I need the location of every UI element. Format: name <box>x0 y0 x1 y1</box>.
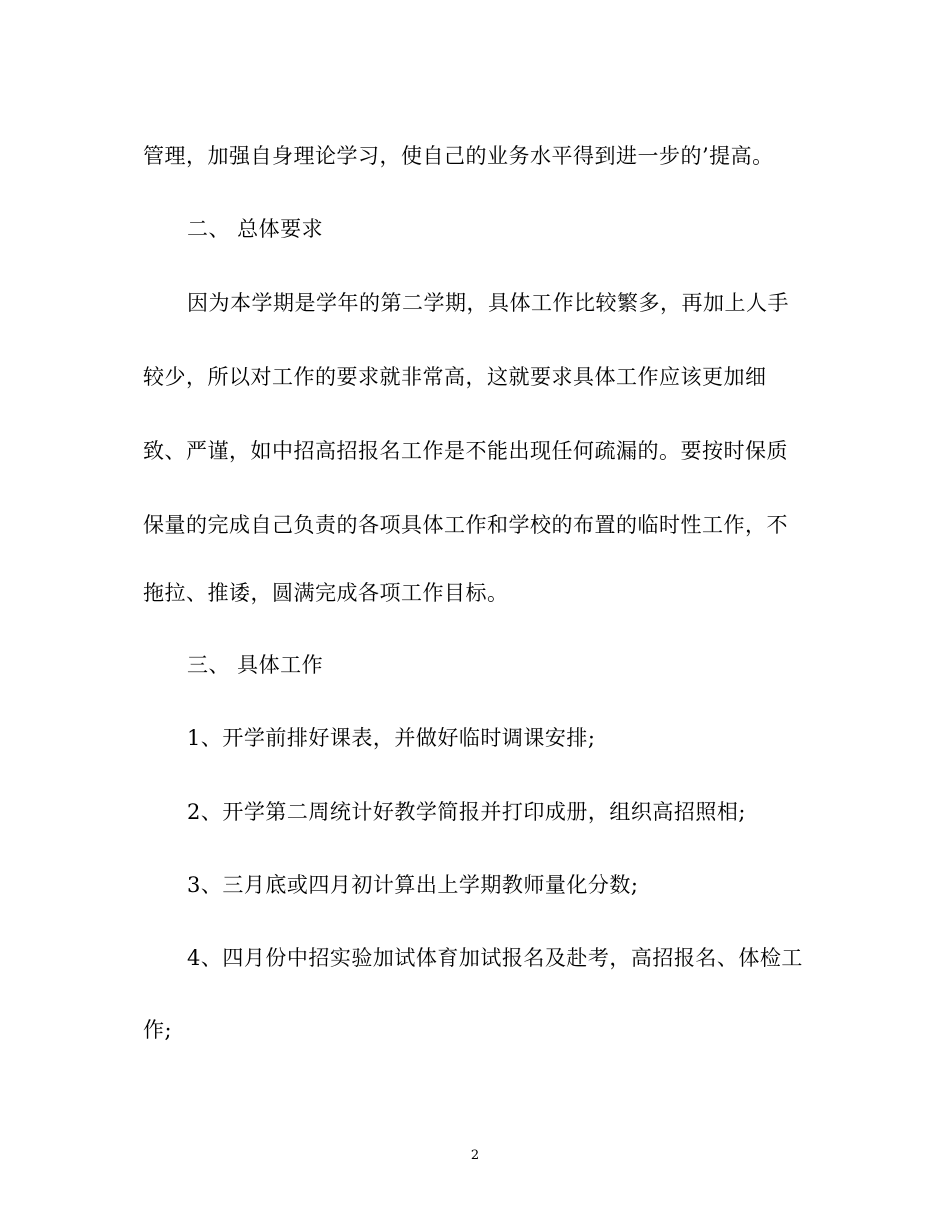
list-item: 2、开学第二周统计好教学简报并打印成册，组织高招照相; <box>187 800 746 824</box>
text-line: 保量的完成自己负责的各项具体工作和学校的布置的临时性工作，不 <box>143 513 788 537</box>
page-number: 2 <box>470 1148 480 1163</box>
list-item: 4、四月份中招实验加试体育加试报名及赴考，高招报名、体检工 <box>187 946 803 970</box>
section-heading: 二、 总体要求 <box>187 217 324 241</box>
text-line: 致、严谨，如中招高招报名工作是不能出现任何疏漏的。要按时保质 <box>143 439 788 463</box>
text-line: 因为本学期是学年的第二学期，具体工作比较繁多，再加上人手 <box>187 291 789 315</box>
text-line: 作; <box>143 1018 173 1042</box>
text-line: 较少，所以对工作的要求就非常高，这就要求具体工作应该更加细 <box>143 365 767 389</box>
list-item: 1、开学前排好课表，并做好临时调课安排; <box>187 726 596 750</box>
section-heading: 三、 具体工作 <box>187 653 324 677</box>
text-line: 拖拉、推诿，圆满完成各项工作目标。 <box>143 581 509 605</box>
list-item: 3、三月底或四月初计算出上学期教师量化分数; <box>187 873 639 897</box>
text-line: 管理，加强自身理论学习，使自己的业务水平得到进一步的’提高。 <box>143 144 774 168</box>
